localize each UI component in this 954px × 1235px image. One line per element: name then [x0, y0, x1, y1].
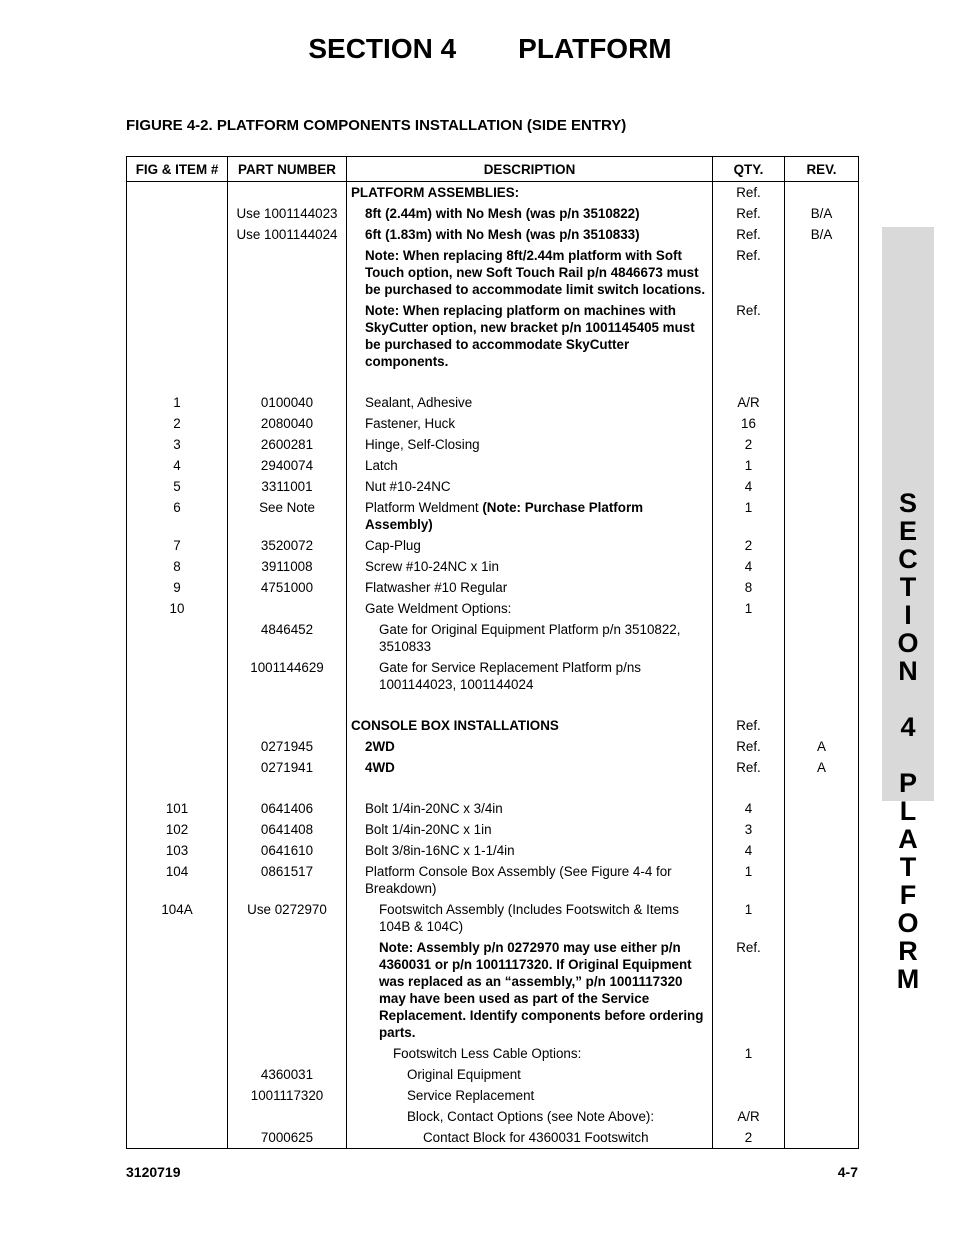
- description-text: 4WD: [365, 760, 395, 775]
- fig-item-cell: 7: [127, 535, 228, 556]
- spacer-cell: [228, 695, 347, 715]
- table-row: [127, 413, 859, 434]
- table-row: [127, 695, 859, 715]
- description-cell: [347, 224, 713, 245]
- description-text: Footswitch Less Cable Options:: [393, 1046, 582, 1061]
- rev-cell: [785, 476, 859, 497]
- section-label: SECTION 4: [308, 33, 457, 64]
- qty-cell: 1: [713, 1043, 785, 1064]
- fig-item-cell: 5: [127, 476, 228, 497]
- description-cell: [347, 757, 713, 778]
- fig-item-cell: 104A: [127, 899, 228, 937]
- rev-cell: [785, 840, 859, 861]
- fig-item-cell: [127, 1064, 228, 1085]
- table-row: [127, 840, 859, 861]
- fig-item-cell: [127, 1043, 228, 1064]
- part-number-cell: 2080040: [228, 413, 347, 434]
- part-number-cell: 0100040: [228, 392, 347, 413]
- part-number-cell: [228, 1106, 347, 1127]
- description-cell: [347, 840, 713, 861]
- table-row: [127, 577, 859, 598]
- qty-cell: 2: [713, 434, 785, 455]
- description-text: Platform Weldment: [365, 500, 483, 515]
- fig-item-cell: [127, 657, 228, 695]
- spacer-cell: [713, 372, 785, 392]
- description-cell: [347, 434, 713, 455]
- description-text: Note: When replacing 8ft/2.44m platform with Soft Touch option, new Soft Touch Rail p/n 4846673 must be purchased to accommodate limit switch locations.: [365, 248, 706, 297]
- description-text: Fastener, Huck: [365, 416, 456, 431]
- description-text: PLATFORM ASSEMBLIES:: [351, 185, 520, 200]
- qty-cell: A/R: [713, 1106, 785, 1127]
- fig-item-cell: 101: [127, 798, 228, 819]
- table-row: [127, 937, 859, 1043]
- spacer-cell: [713, 695, 785, 715]
- description-cell: [347, 182, 713, 204]
- rev-cell: [785, 455, 859, 476]
- fig-item-cell: 6: [127, 497, 228, 535]
- description-cell: [347, 937, 713, 1043]
- table-row: [127, 715, 859, 736]
- section-name: PLATFORM: [518, 33, 672, 64]
- qty-cell: 16: [713, 413, 785, 434]
- rev-cell: [785, 598, 859, 619]
- description-cell: [347, 1106, 713, 1127]
- description-text: Platform Console Box Assembly (See Figure 4-4 for Breakdown): [365, 864, 672, 896]
- rev-cell: [785, 497, 859, 535]
- description-cell: [347, 1085, 713, 1106]
- table-row: [127, 1106, 859, 1127]
- part-number-cell: 1001117320: [228, 1085, 347, 1106]
- side-tab-letter: 4: [900, 712, 916, 742]
- qty-cell: Ref.: [713, 245, 785, 300]
- rev-cell: [785, 619, 859, 657]
- rev-cell: A: [785, 757, 859, 778]
- table-row: [127, 224, 859, 245]
- qty-cell: Ref.: [713, 757, 785, 778]
- description-cell: [347, 619, 713, 657]
- fig-item-cell: [127, 182, 228, 204]
- description-text: Flatwasher #10 Regular: [365, 580, 508, 595]
- rev-cell: [785, 798, 859, 819]
- description-note: (Note: Purchase Platform Assembly): [365, 500, 644, 532]
- col-header-fig: FIG & ITEM #: [127, 157, 228, 182]
- description-cell: [347, 203, 713, 224]
- side-tab-letter: N: [898, 656, 918, 686]
- fig-item-cell: [127, 203, 228, 224]
- part-number-cell: [228, 245, 347, 300]
- description-text: Bolt 1/4in-20NC x 1in: [365, 822, 492, 837]
- fig-item-cell: [127, 224, 228, 245]
- description-cell: [347, 413, 713, 434]
- part-number-cell: [228, 598, 347, 619]
- description-text: Bolt 3/8in-16NC x 1-1/4in: [365, 843, 515, 858]
- description-cell: [347, 1064, 713, 1085]
- fig-item-cell: 4: [127, 455, 228, 476]
- table-row: [127, 245, 859, 300]
- description-text: Hinge, Self-Closing: [365, 437, 480, 452]
- description-cell: [347, 300, 713, 372]
- table-row: [127, 556, 859, 577]
- qty-cell: 4: [713, 798, 785, 819]
- description-text: Note: When replacing platform on machines with SkyCutter option, new bracket p/n 1001145405 must be purchased to accommodate SkyCutter components.: [365, 303, 695, 369]
- side-tab-letter: [882, 741, 934, 769]
- qty-cell: Ref.: [713, 224, 785, 245]
- part-number-cell: 4846452: [228, 619, 347, 657]
- description-cell: [347, 1127, 713, 1149]
- part-number-cell: [228, 715, 347, 736]
- part-number-cell: 7000625: [228, 1127, 347, 1149]
- description-cell: [347, 861, 713, 899]
- description-cell: [347, 535, 713, 556]
- description-text: Gate for Original Equipment Platform p/n 3510822, 3510833: [379, 622, 681, 654]
- fig-item-cell: [127, 1106, 228, 1127]
- rev-cell: [785, 899, 859, 937]
- fig-item-cell: 9: [127, 577, 228, 598]
- rev-cell: [785, 392, 859, 413]
- description-cell: [347, 899, 713, 937]
- page-number: 4-7: [837, 1164, 858, 1180]
- part-number-cell: 0271945: [228, 736, 347, 757]
- fig-item-cell: 1: [127, 392, 228, 413]
- table-row: [127, 535, 859, 556]
- table-row: [127, 203, 859, 224]
- rev-cell: [785, 556, 859, 577]
- side-tab-letter: E: [898, 516, 917, 546]
- qty-cell: 3: [713, 819, 785, 840]
- rev-cell: [785, 937, 859, 1043]
- description-cell: [347, 598, 713, 619]
- side-tab-letter: M: [896, 964, 920, 994]
- spacer-cell: [127, 372, 228, 392]
- description-cell: [347, 455, 713, 476]
- rev-cell: [785, 182, 859, 204]
- table-row: [127, 819, 859, 840]
- fig-item-cell: [127, 715, 228, 736]
- part-number-cell: 0861517: [228, 861, 347, 899]
- table-row: [127, 476, 859, 497]
- fig-item-cell: 3: [127, 434, 228, 455]
- table-row: [127, 182, 859, 204]
- table-row: [127, 619, 859, 657]
- rev-cell: [785, 535, 859, 556]
- qty-cell: 1: [713, 455, 785, 476]
- description-text: Original Equipment: [407, 1067, 521, 1082]
- fig-item-cell: [127, 937, 228, 1043]
- part-number-cell: [228, 182, 347, 204]
- description-cell: [347, 497, 713, 535]
- rev-cell: [785, 1085, 859, 1106]
- description-cell: [347, 715, 713, 736]
- qty-cell: 1: [713, 899, 785, 937]
- col-header-desc: DESCRIPTION: [347, 157, 713, 182]
- qty-cell: [713, 657, 785, 695]
- description-text: Latch: [365, 458, 398, 473]
- rev-cell: [785, 1106, 859, 1127]
- rev-cell: [785, 300, 859, 372]
- part-number-cell: 0641610: [228, 840, 347, 861]
- part-number-cell: 4360031: [228, 1064, 347, 1085]
- qty-cell: 2: [713, 1127, 785, 1149]
- part-number-cell: [228, 300, 347, 372]
- description-text: Note: Assembly p/n 0272970 may use either p/n 4360031 or p/n 1001117320. If Original Equipment was replaced as an “assembly,” p/n 1001117320 may have been used as part of the Service Replacement. Identify components before ordering parts.: [379, 940, 704, 1040]
- qty-cell: 2: [713, 535, 785, 556]
- spacer-cell: [347, 372, 713, 392]
- table-row: [127, 861, 859, 899]
- qty-cell: 1: [713, 861, 785, 899]
- part-number-cell: 3520072: [228, 535, 347, 556]
- qty-cell: Ref.: [713, 182, 785, 204]
- side-tab-letter: P: [898, 768, 917, 798]
- fig-item-cell: [127, 245, 228, 300]
- side-tab-letter: R: [898, 936, 918, 966]
- fig-item-cell: 102: [127, 819, 228, 840]
- spacer-cell: [127, 695, 228, 715]
- qty-cell: 1: [713, 598, 785, 619]
- table-body: [127, 182, 859, 1149]
- description-text: Cap-Plug: [365, 538, 421, 553]
- section-side-tab: [882, 227, 934, 994]
- table-row: [127, 300, 859, 372]
- side-tab-letter: L: [899, 796, 917, 826]
- side-tab-letter: O: [897, 908, 919, 938]
- rev-cell: [785, 413, 859, 434]
- table-row: [127, 598, 859, 619]
- fig-item-cell: 103: [127, 840, 228, 861]
- table-row: [127, 899, 859, 937]
- table-row: [127, 757, 859, 778]
- table-row: [127, 736, 859, 757]
- qty-cell: Ref.: [713, 203, 785, 224]
- part-number-cell: 3911008: [228, 556, 347, 577]
- spacer-cell: [347, 778, 713, 798]
- description-text: Gate Weldment Options:: [365, 601, 512, 616]
- fig-item-cell: 10: [127, 598, 228, 619]
- spacer-cell: [347, 695, 713, 715]
- side-tab-letter: O: [897, 628, 919, 658]
- part-number-cell: 2940074: [228, 455, 347, 476]
- part-number-cell: 4751000: [228, 577, 347, 598]
- part-number-cell: 3311001: [228, 476, 347, 497]
- qty-cell: Ref.: [713, 715, 785, 736]
- side-tab-letter: I: [904, 600, 912, 630]
- rev-cell: [785, 657, 859, 695]
- description-text: CONSOLE BOX INSTALLATIONS: [351, 718, 559, 733]
- table-row: [127, 1127, 859, 1149]
- part-number-cell: [228, 1043, 347, 1064]
- rev-cell: [785, 819, 859, 840]
- description-text: Footswitch Assembly (Includes Footswitch & Items 104B & 104C): [379, 902, 679, 934]
- table-row: [127, 372, 859, 392]
- description-cell: [347, 556, 713, 577]
- table-row: [127, 1064, 859, 1085]
- table-header-row: [127, 157, 859, 182]
- table-row: [127, 392, 859, 413]
- side-tab-letter: [882, 685, 934, 713]
- part-number-cell: 1001144629: [228, 657, 347, 695]
- description-cell: [347, 245, 713, 300]
- fig-item-cell: [127, 1127, 228, 1149]
- spacer-cell: [785, 778, 859, 798]
- part-number-cell: [228, 937, 347, 1043]
- qty-cell: 4: [713, 556, 785, 577]
- part-number-cell: Use 1001144023: [228, 203, 347, 224]
- description-cell: [347, 392, 713, 413]
- fig-item-cell: [127, 619, 228, 657]
- part-number-cell: Use 1001144024: [228, 224, 347, 245]
- fig-item-cell: [127, 300, 228, 372]
- table-row: [127, 798, 859, 819]
- rev-cell: B/A: [785, 224, 859, 245]
- qty-cell: Ref.: [713, 300, 785, 372]
- rev-cell: A: [785, 736, 859, 757]
- rev-cell: [785, 245, 859, 300]
- description-cell: [347, 1043, 713, 1064]
- part-number-cell: 0271941: [228, 757, 347, 778]
- qty-cell: 1: [713, 497, 785, 535]
- rev-cell: B/A: [785, 203, 859, 224]
- spacer-cell: [713, 778, 785, 798]
- doc-number: 3120719: [126, 1164, 181, 1180]
- description-text: Service Replacement: [407, 1088, 535, 1103]
- rev-cell: [785, 1064, 859, 1085]
- description-cell: [347, 798, 713, 819]
- table-row: [127, 1043, 859, 1064]
- spacer-cell: [785, 372, 859, 392]
- table-row: [127, 1085, 859, 1106]
- rev-cell: [785, 1127, 859, 1149]
- figure-title: FIGURE 4-2. PLATFORM COMPONENTS INSTALLATION (SIDE ENTRY): [126, 117, 627, 134]
- description-text: 6ft (1.83m) with No Mesh (was p/n 3510833): [365, 227, 640, 242]
- rev-cell: [785, 434, 859, 455]
- side-tab-letter: T: [899, 852, 917, 882]
- side-tab-letter: S: [898, 488, 917, 518]
- fig-item-cell: [127, 1085, 228, 1106]
- part-number-cell: 0641406: [228, 798, 347, 819]
- side-tab-letters: [882, 489, 934, 993]
- table-row: [127, 455, 859, 476]
- description-text: 2WD: [365, 739, 395, 754]
- fig-item-cell: 8: [127, 556, 228, 577]
- description-cell: [347, 736, 713, 757]
- fig-item-cell: [127, 736, 228, 757]
- description-cell: [347, 657, 713, 695]
- description-text: 8ft (2.44m) with No Mesh (was p/n 3510822): [365, 206, 640, 221]
- rev-cell: [785, 1043, 859, 1064]
- table-row: [127, 657, 859, 695]
- spacer-cell: [127, 778, 228, 798]
- description-text: Screw #10-24NC x 1in: [365, 559, 499, 574]
- qty-cell: Ref.: [713, 736, 785, 757]
- side-tab-letter: C: [898, 544, 918, 574]
- description-cell: [347, 577, 713, 598]
- qty-cell: Ref.: [713, 937, 785, 1043]
- table-row: [127, 497, 859, 535]
- table-row: [127, 778, 859, 798]
- col-header-qty: QTY.: [713, 157, 785, 182]
- description-text: Bolt 1/4in-20NC x 3/4in: [365, 801, 503, 816]
- spacer-cell: [785, 695, 859, 715]
- col-header-rev: REV.: [785, 157, 859, 182]
- parts-table: [126, 156, 859, 1149]
- part-number-cell: 0641408: [228, 819, 347, 840]
- qty-cell: [713, 1064, 785, 1085]
- description-text: Block, Contact Options (see Note Above):: [407, 1109, 655, 1124]
- qty-cell: [713, 619, 785, 657]
- description-text: Gate for Service Replacement Platform p/ns 1001144023, 1001144024: [379, 660, 641, 692]
- fig-item-cell: 104: [127, 861, 228, 899]
- description-text: Nut #10-24NC: [365, 479, 451, 494]
- section-title: [0, 33, 954, 65]
- fig-item-cell: 2: [127, 413, 228, 434]
- side-tab-letter: T: [899, 572, 917, 602]
- side-tab-letter: A: [898, 824, 918, 854]
- part-number-cell: 2600281: [228, 434, 347, 455]
- qty-cell: A/R: [713, 392, 785, 413]
- description-cell: [347, 819, 713, 840]
- description-cell: [347, 476, 713, 497]
- qty-cell: [713, 1085, 785, 1106]
- col-header-part: PART NUMBER: [228, 157, 347, 182]
- part-number-cell: See Note: [228, 497, 347, 535]
- description-text: Contact Block for 4360031 Footswitch: [423, 1130, 649, 1145]
- table-row: [127, 434, 859, 455]
- rev-cell: [785, 861, 859, 899]
- description-text: Sealant, Adhesive: [365, 395, 473, 410]
- spacer-cell: [228, 372, 347, 392]
- qty-cell: 4: [713, 476, 785, 497]
- side-tab-letter: F: [899, 880, 917, 910]
- fig-item-cell: [127, 757, 228, 778]
- part-number-cell: Use 0272970: [228, 899, 347, 937]
- qty-cell: 8: [713, 577, 785, 598]
- rev-cell: [785, 715, 859, 736]
- qty-cell: 4: [713, 840, 785, 861]
- spacer-cell: [228, 778, 347, 798]
- rev-cell: [785, 577, 859, 598]
